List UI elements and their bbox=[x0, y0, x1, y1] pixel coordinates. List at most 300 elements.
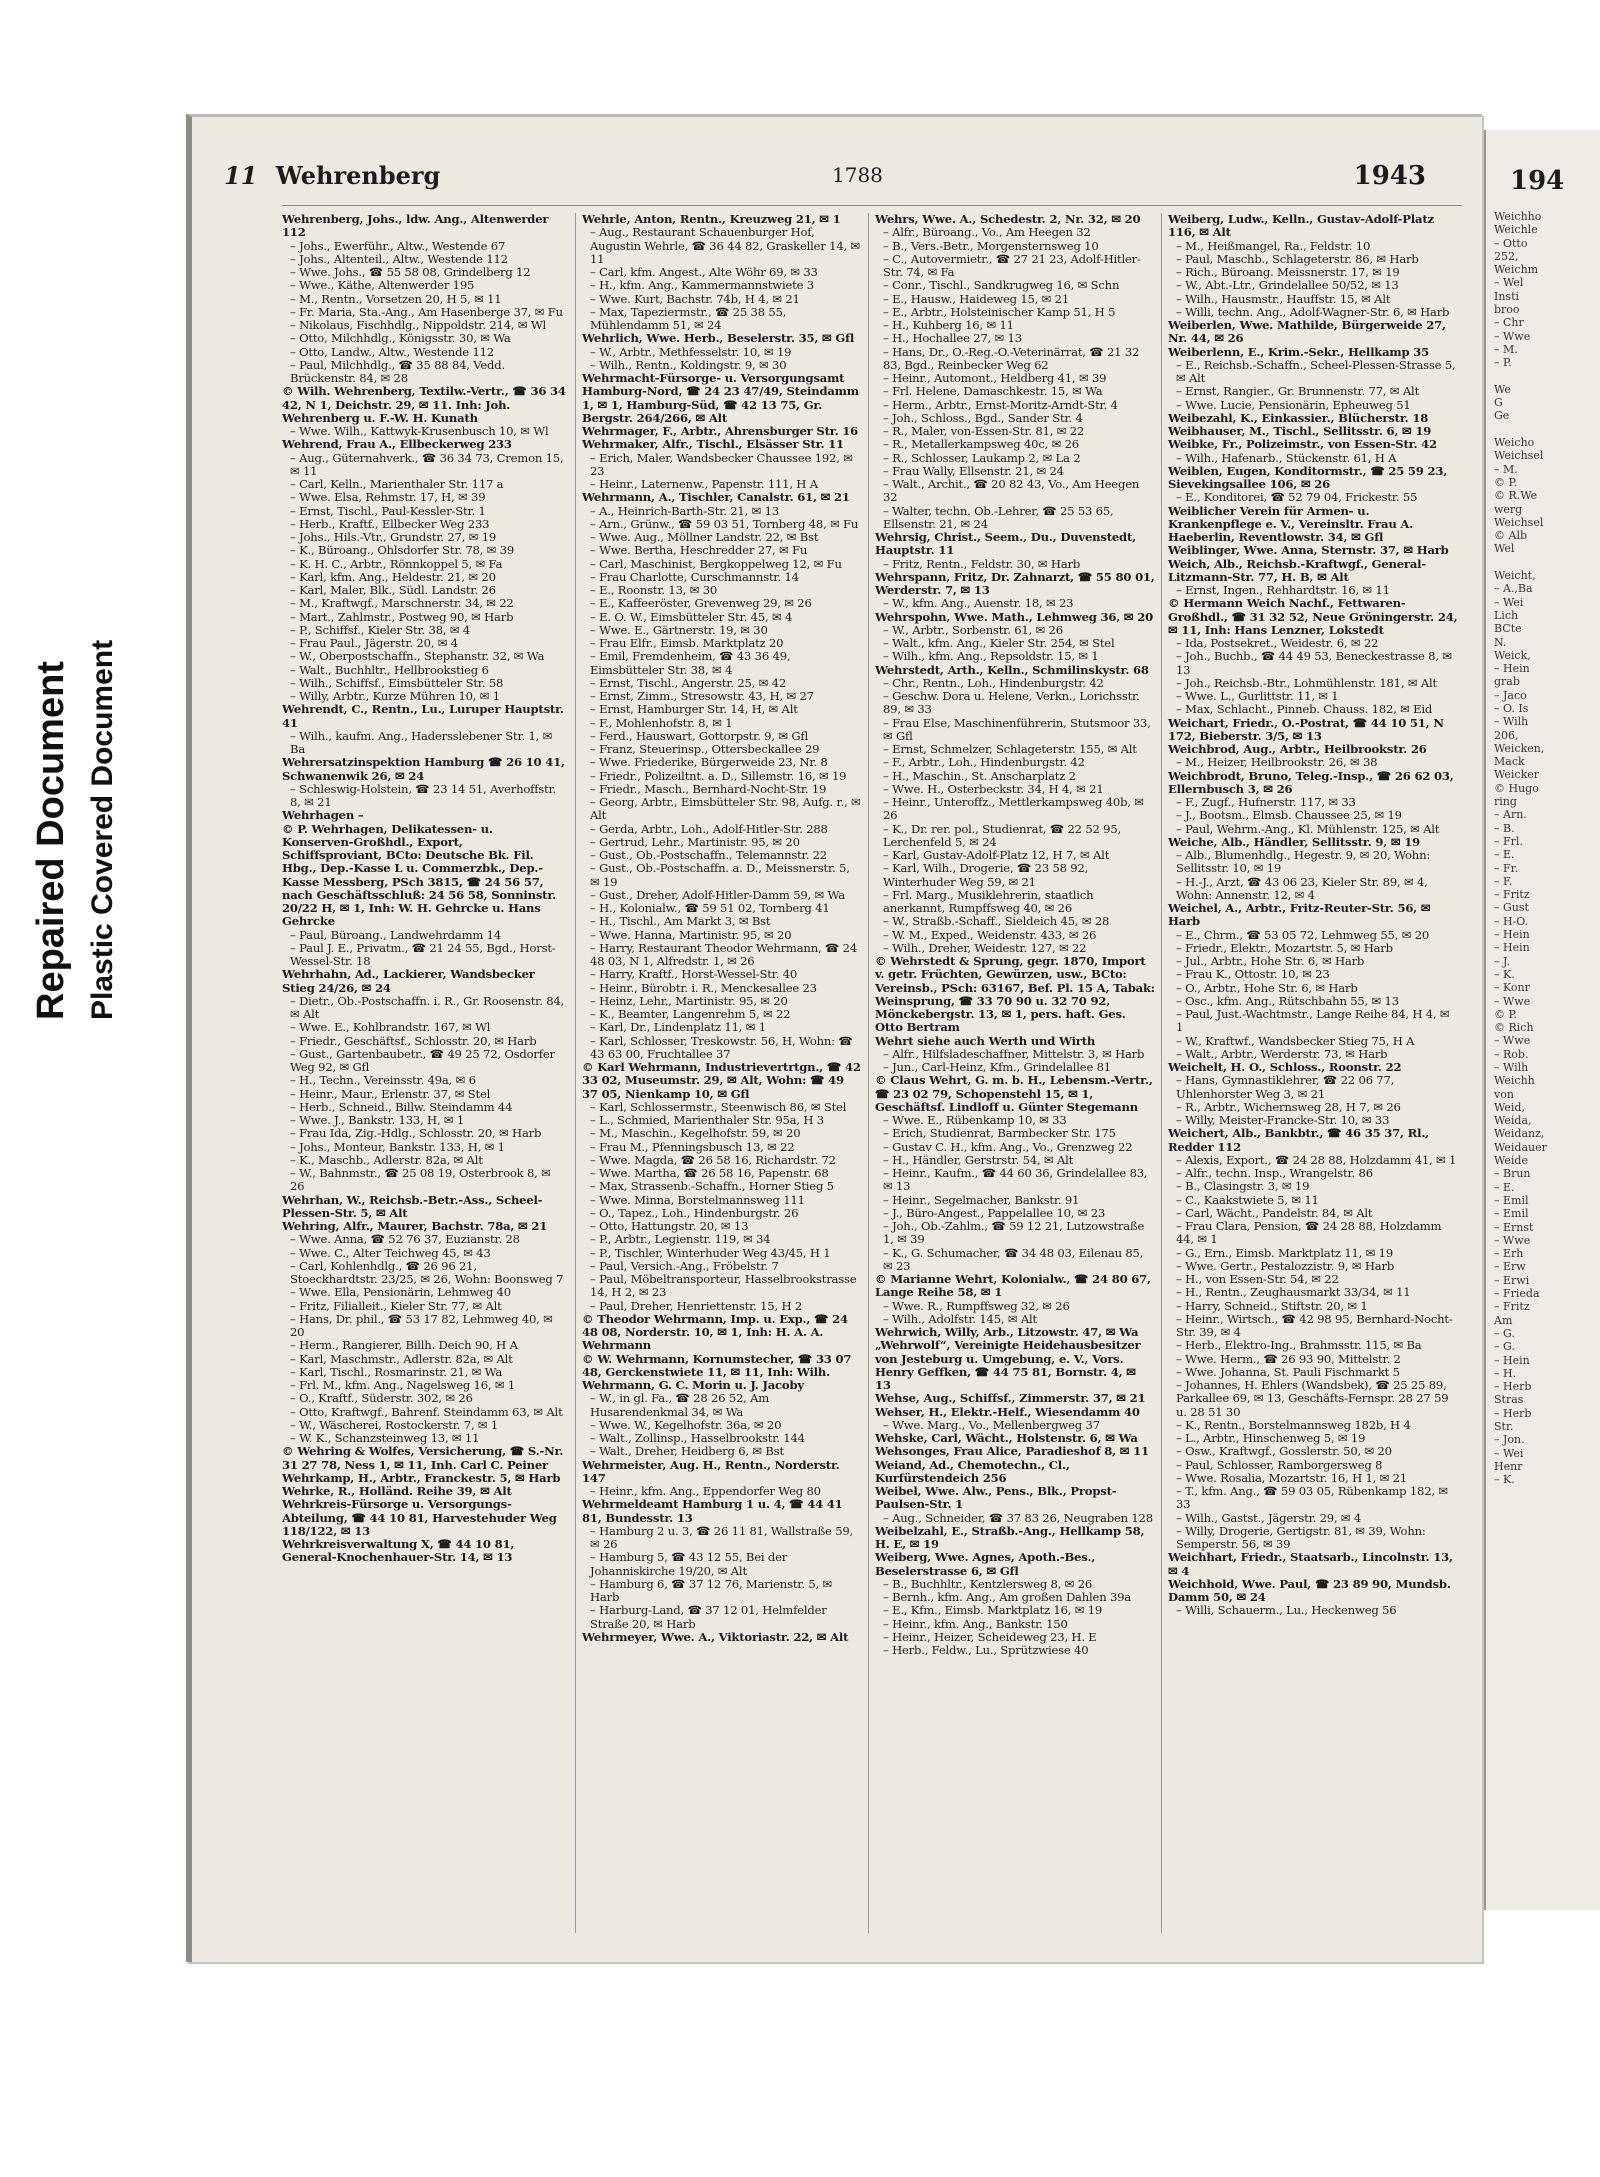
directory-entry: © W. Wehrmann, Kornumstecher, ☎ 33 07 48, Gerckenstwiete 11, ✉ 11, Inh: Wilh. Wehrmann, G. C. Morin u. J. Jacoby bbox=[582, 1351, 852, 1392]
directory-entry: – Paul, Maschb., Schlageterstr. 86, ✉ Harb bbox=[1176, 251, 1419, 266]
directory-entry: – O., Tapez., Loh., Hindenburgstr. 26 bbox=[590, 1205, 799, 1220]
directory-entry: Weiblinger, Wwe. Anna, Sternstr. 37, ✉ Harb bbox=[1168, 543, 1449, 558]
directory-entry: – Herb., Elektro-Ing., Brahmsstr. 115, ✉ Ba bbox=[1176, 1338, 1422, 1353]
directory-entry: – W., Kraftwf., Wandsbecker Stieg 75, H A bbox=[1176, 1033, 1415, 1048]
adjacent-line: – O. Is bbox=[1494, 701, 1529, 715]
directory-entry: – H., von Essen-Str. 54, ✉ 22 bbox=[1176, 1272, 1339, 1286]
directory-entry: – Wwe. Minna, Borstelmannsweg 111 bbox=[590, 1192, 805, 1207]
directory-entry: Weiberg, Ludw., Kelln., Gustav-Adolf-Platz 116, ✉ Alt bbox=[1168, 213, 1434, 240]
directory-entry: – Otto, Kraftwgf., Bahrenf. Steindamm 63, ✉ Alt bbox=[290, 1404, 563, 1419]
directory-entry: © Marianne Wehrt, Kolonialw., ☎ 24 80 67, Lange Reihe 58, ✉ 1 bbox=[875, 1272, 1151, 1300]
adjacent-line: Insti bbox=[1494, 289, 1520, 303]
directory-entry: – Alfr., techn. Insp., Wrangelstr. 86 bbox=[1176, 1166, 1373, 1180]
directory-entry: – W., Abt.-Ltr., Grindelallee 50/52, ✉ 13 bbox=[1176, 278, 1399, 293]
directory-entry: Wehrmeister, Aug. H., Rentn., Norderstr. 147 bbox=[582, 1457, 840, 1485]
directory-entry: © Claus Wehrt, G. m. b. H., Lebensm.-Vertr., ☎ 23 02 79, Schopenstehl 15, ✉ 1, Geschäftsf. Lindloff u. Günter Stegemann bbox=[875, 1073, 1153, 1114]
directory-entry: – Herb., Kraftf., Ellbecker Weg 233 bbox=[290, 516, 490, 531]
adjacent-line: – Herb bbox=[1494, 1380, 1532, 1394]
adjacent-line: – G. bbox=[1494, 1340, 1515, 1354]
adjacent-line: – Arn. bbox=[1494, 808, 1527, 822]
directory-entry: – Frau Else, Maschinenführerin, Stutsmoor 33, ✉ Gfl bbox=[883, 715, 1151, 743]
directory-entry: – C., Autovermietr., ☎ 27 21 23, Adolf-Hitler-Str. 74, ✉ Fa bbox=[883, 251, 1141, 279]
directory-entry: – H., Rentn., Zeughausmarkt 33/34, ✉ 11 bbox=[1176, 1285, 1411, 1300]
directory-entry: Weichart, Friedr., O.-Postrat, ☎ 44 10 51, N 172, Bieberstr. 3/5, ✉ 13 bbox=[1168, 715, 1444, 743]
directory-entry: Weich, Alb., Reichsb.-Kraftwgf., General-Litzmann-Str. 77, H. B, ✉ Alt bbox=[1168, 556, 1426, 584]
directory-entry: – Wwe. Bertha, Heschredder 27, ✉ Fu bbox=[590, 543, 808, 558]
directory-entry: – O., Arbtr., Hohe Str. 6, ✉ Harb bbox=[1176, 980, 1358, 995]
directory-entry: – Joh., Reichsb.-Btr., Lohmühlenstr. 181, ✉ Alt bbox=[1176, 675, 1437, 690]
directory-entry: – Wilh., Hafenarb., Stückenstr. 61, H A bbox=[1176, 450, 1397, 465]
directory-entry: – Gust., Ob.-Postschaffn., Telemannstr. 22 bbox=[590, 848, 827, 862]
directory-entry: – Nikolaus, Fischhdlg., Nippoldstr. 214, ✉ Wl bbox=[290, 318, 547, 332]
directory-entry: Weichbrodt, Bruno, Teleg.-Insp., ☎ 26 62 03, Ellernbusch 3, ✉ 26 bbox=[1168, 768, 1454, 796]
directory-entry: Wehrle, Anton, Rentn., Kreuzweg 21, ✉ 1 bbox=[582, 213, 841, 226]
directory-entry: – K., Maschb., Adlerstr. 82a, ✉ Alt bbox=[290, 1152, 483, 1167]
adjacent-line: Weichm bbox=[1494, 263, 1539, 277]
adjacent-line: – E. bbox=[1494, 848, 1515, 862]
directory-entry: – Carl, Maschinist, Bergkoppelweg 12, ✉ Fu bbox=[590, 556, 842, 571]
adjacent-line: © Hugo bbox=[1494, 781, 1539, 795]
page-number: 1788 bbox=[832, 163, 883, 187]
directory-entry: – Karl, Wilh., Drogerie, ☎ 23 58 92, Winterhuder Weg 59, ✉ 21 bbox=[883, 861, 1089, 889]
directory-entry: – Harry, Restaurant Theodor Wehrmann, ☎ 24 48 03, N 1, Alfredstr. 1, ✉ 26 bbox=[590, 940, 858, 968]
directory-entry: – Johs., Hils.-Vtr., Grundstr. 27, ✉ 19 bbox=[290, 530, 497, 544]
directory-entry: – M., Rentn., Vorsetzen 20, H 5, ✉ 11 bbox=[290, 291, 502, 306]
directory-entry: – Heinr., Wirtsch., ☎ 42 98 95, Bernhard-Nocht-Str. 39, ✉ 4 bbox=[1176, 1311, 1453, 1339]
adjacent-line: – Wei bbox=[1494, 1446, 1524, 1460]
adjacent-line: – Fritz bbox=[1494, 888, 1530, 902]
directory-entry: – Wilh., Dreher, Weidestr. 127, ✉ 22 bbox=[883, 940, 1087, 955]
directory-entry: – T., kfm. Ang., ☎ 59 03 05, Rübenkamp 182, ✉ 33 bbox=[1176, 1484, 1448, 1512]
page-header bbox=[192, 117, 1482, 197]
adjacent-line: Stras bbox=[1494, 1393, 1524, 1407]
directory-entry: – Willi, Schauerm., Lu., Heckenweg 56 bbox=[1176, 1603, 1397, 1618]
directory-entry: Weichhart, Friedr., Staatsarb., Lincolnstr. 13, ✉ 4 bbox=[1168, 1550, 1453, 1578]
directory-entry: – Otto, Hattungstr. 20, ✉ 13 bbox=[590, 1219, 749, 1233]
adjacent-line: Weichsel bbox=[1494, 449, 1544, 463]
directory-entry: – Wilh., Adolfstr. 145, ✉ Alt bbox=[883, 1311, 1037, 1326]
directory-entry: – H., Kuhberg 16, ✉ 11 bbox=[883, 318, 1014, 332]
directory-entry: – Wwe. Magda, ☎ 26 58 16, Richardstr. 72 bbox=[590, 1152, 836, 1167]
directory-entry: – Karl, Maler, Blk., Südl. Landstr. 26 bbox=[290, 583, 496, 597]
directory-entry: – W., Oberpostschaffn., Stephanstr. 32, ✉ Wa bbox=[290, 649, 545, 664]
directory-entry: – Franz, Steuerinsp., Ottersbeckallee 29 bbox=[590, 742, 820, 756]
directory-entry: – Jul., Arbtr., Hohe Str. 6, ✉ Harb bbox=[1176, 954, 1365, 968]
adjacent-line: – Chr bbox=[1494, 316, 1524, 330]
adjacent-line: – Fr. bbox=[1494, 861, 1519, 875]
adjacent-line: – Hein bbox=[1494, 941, 1530, 955]
directory-entry: – Frau Clara, Pension, ☎ 24 28 88, Holzdamm 44, ✉ 1 bbox=[1176, 1219, 1442, 1247]
adjacent-line: grab bbox=[1494, 675, 1520, 689]
adjacent-line: Str. bbox=[1494, 1420, 1514, 1434]
directory-entry: – Hamburg 5, ☎ 43 12 55, Bei der Johanniskirche 19/20, ✉ Alt bbox=[590, 1550, 788, 1578]
directory-entry: – Paul, Schlosser, Ramborgersweg 8 bbox=[1176, 1457, 1383, 1472]
directory-entry: – Wwe. Anna, ☎ 52 76 37, Euzianstr. 28 bbox=[290, 1232, 520, 1247]
directory-entry: – Frau Charlotte, Curschmannstr. 14 bbox=[590, 569, 799, 584]
directory-entry: – Paul, Versich.-Ang., Fröbelstr. 7 bbox=[590, 1258, 779, 1273]
directory-entry: – Harry, Schneid., Stiftstr. 20, ✉ 1 bbox=[1176, 1298, 1368, 1313]
adjacent-line: Weichsel bbox=[1494, 515, 1544, 529]
directory-entry: – W. M., Exped., Weidenstr. 433, ✉ 26 bbox=[883, 927, 1097, 942]
adjacent-line: © R.We bbox=[1494, 489, 1538, 503]
directory-entry: – Max, Schlacht., Pinneb. Chauss. 182, ✉ Eid bbox=[1176, 702, 1433, 717]
directory-entry: – E., Roonstr. 13, ✉ 30 bbox=[590, 583, 718, 597]
directory-entry: – Wwe. Wilh., Kattwyk-Krusenbusch 10, ✉ Wl bbox=[290, 424, 549, 438]
adjacent-line: – Hein bbox=[1494, 662, 1530, 676]
adjacent-line: Am bbox=[1494, 1313, 1513, 1327]
directory-entry: – Willi, techn. Ang., Adolf-Wagner-Str. 6, ✉ Harb bbox=[1176, 304, 1450, 319]
directory-entry: – P., Arbtr., Legienstr. 119, ✉ 34 bbox=[590, 1232, 771, 1247]
directory-entry: – Ernst, Ingen., Rehhardtstr. 16, ✉ 11 bbox=[1176, 583, 1390, 597]
directory-entry: – Wwe., Käthe, Altenwerder 195 bbox=[290, 278, 475, 293]
directory-entry: – R., Arbtr., Wichernsweg 28, H 7, ✉ 26 bbox=[1176, 1099, 1401, 1114]
directory-entry: – Heinr., Kaufm., ☎ 44 60 36, Grindelallee 83, ✉ 13 bbox=[883, 1166, 1148, 1194]
directory-entry: – Walt., kfm. Ang., Kieler Str. 254, ✉ Stel bbox=[883, 636, 1115, 650]
directory-entry: – Willy, Arbtr., Kurze Mühren 10, ✉ 1 bbox=[290, 689, 500, 703]
directory-entry: – Ernst, Hamburger Str. 14, H, ✉ Alt bbox=[590, 702, 798, 717]
directory-entry: Wehske, Carl, Wächt., Holstenstr. 6, ✉ Wa bbox=[875, 1431, 1138, 1445]
adjacent-line: © Alb bbox=[1494, 529, 1527, 543]
directory-entry: Weibke, Fr., Polizeimstr., von Essen-Str. 42 bbox=[1168, 437, 1437, 452]
directory-entry: – Friedr., Elektr., Mozartstr. 5, ✉ Harb bbox=[1176, 940, 1393, 955]
directory-entry: – Osc., kfm. Ang., Rütschbahn 55, ✉ 13 bbox=[1176, 993, 1399, 1008]
directory-entry: – Arn., Grünw., ☎ 59 03 51, Tornberg 48, ✉ Fu bbox=[590, 516, 859, 531]
adjacent-line: – Frl. bbox=[1494, 834, 1523, 848]
adjacent-line: – Jaco bbox=[1494, 688, 1527, 702]
directory-entry: – Schleswig-Holstein, ☎ 23 14 51, Averhoffstr. 8, ✉ 21 bbox=[290, 781, 557, 809]
adjacent-line: – Brun bbox=[1494, 1167, 1531, 1181]
directory-entry: – L., Schmied, Marienthaler Str. 95a, H 3 bbox=[590, 1113, 824, 1127]
directory-entry: – Paul J. E., Privatm., ☎ 21 24 55, Bgd., Horst-Wessel-Str. 18 bbox=[290, 940, 556, 968]
directory-entry: – Wwe. J., Bankstr. 133, H, ✉ 1 bbox=[290, 1113, 465, 1127]
directory-entry: – Wilh., Hausmstr., Hauffstr. 15, ✉ Alt bbox=[1176, 291, 1391, 306]
directory-entry: – K. H. C., Arbtr., Rönnkoppel 5, ✉ Fa bbox=[290, 556, 503, 571]
directory-entry: Wehrmager, F., Arbtr., Ahrensburger Str. 16 bbox=[582, 424, 858, 438]
directory-entry: – Wwe. H., Osterbeckstr. 34, H 4, ✉ 21 bbox=[883, 781, 1104, 796]
directory-entry: Wehrend, Frau A., Ellbeckerweg 233 bbox=[282, 437, 512, 452]
directory-entry: – Alb., Blumenhdlg., Hegestr. 9, ✉ 20, Wohn: Sellitsstr. 10, ✉ 19 bbox=[1176, 848, 1431, 876]
directory-entry: Wehrlich, Wwe. Herb., Beselerstr. 35, ✉ Gfl bbox=[582, 331, 855, 346]
directory-entry: – Walter, techn. Ob.-Lehrer, ☎ 25 53 65, Ellsenstr. 21, ✉ 24 bbox=[883, 503, 1114, 531]
directory-entry: – Dietr., Ob.-Postschaffn. i. R., Gr. Roosenstr. 84, ✉ Alt bbox=[290, 993, 565, 1021]
directory-entry: – Wwe. Martha, ☎ 26 58 16, Papenstr. 68 bbox=[590, 1166, 829, 1180]
adjacent-line: © Rich bbox=[1494, 1021, 1534, 1035]
directory-entry: – E., Hausw., Haideweg 15, ✉ 21 bbox=[883, 291, 1070, 306]
adjacent-line: 252, bbox=[1494, 249, 1519, 263]
directory-entry: – Johs., Monteur, Bankstr. 133, H, ✉ 1 bbox=[290, 1139, 505, 1154]
directory-entry: Weibel, Wwe. Alw., Pens., Blk., Propst-Paulsen-Str. 1 bbox=[875, 1484, 1117, 1512]
directory-entry: – P., Tischler, Winterhuder Weg 43/45, H 1 bbox=[590, 1245, 831, 1260]
directory-entry: Wehrt siehe auch Werth und Wirth bbox=[875, 1033, 1096, 1048]
directory-entry: – Willy, Drogerie, Gertigstr. 81, ✉ 39, Wohn: Semperstr. 56, ✉ 39 bbox=[1176, 1523, 1426, 1551]
directory-entry: – Paul, Büroang., Landwehrdamm 14 bbox=[290, 927, 502, 942]
directory-entry: – Wwe. E., Rübenkamp 10, ✉ 33 bbox=[883, 1113, 1067, 1127]
directory-entry: Wehrkreisverwaltung X, ☎ 44 10 81, General-Knochenhauer-Str. 14, ✉ 13 bbox=[282, 1537, 515, 1565]
directory-entry: – W., kfm. Ang., Auenstr. 18, ✉ 23 bbox=[883, 596, 1074, 611]
directory-entry: Wehrendt, C., Rentn., Lu., Luruper Hauptstr. 41 bbox=[282, 702, 564, 730]
directory-entry: – Ernst, Rangier., Gr. Brunnenstr. 77, ✉ Alt bbox=[1176, 384, 1420, 399]
directory-entry: – H.-J., Arzt, ☎ 43 06 23, Kieler Str. 89, ✉ 4, Wohn: Annenstr. 12, ✉ 4 bbox=[1176, 874, 1428, 902]
directory-entry: – Rich., Büroang. Meissnerstr. 17, ✉ 19 bbox=[1176, 265, 1400, 279]
adjacent-line: – Erwi bbox=[1494, 1273, 1530, 1287]
directory-entry: – Herb., Schneid., Billw. Steindamm 44 bbox=[290, 1099, 513, 1114]
directory-entry: Wehrmann, A., Tischler, Canalstr. 61, ✉ 21 bbox=[582, 490, 850, 505]
directory-entry: – B., Clasingstr. 3, ✉ 19 bbox=[1176, 1179, 1310, 1194]
column-1 bbox=[282, 213, 566, 1933]
directory-entry: – W., Straßb.-Schaff., Sieldeich 45, ✉ 28 bbox=[883, 914, 1110, 929]
directory-entry: – H., kfm. Ang., Kammermannstwiete 3 bbox=[590, 278, 814, 293]
directory-entry: – P., Schiffsf., Kieler Str. 38, ✉ 4 bbox=[290, 622, 471, 637]
adjacent-line: – A.,Ba bbox=[1494, 582, 1533, 596]
directory-entry: – Chr., Rentn., Loh., Hindenburgstr. 42 bbox=[883, 675, 1104, 690]
adjacent-line: ring bbox=[1494, 795, 1517, 809]
directory-entry: – Alfr., Hilfsladeschaffner, Mittelstr. 3, ✉ Harb bbox=[883, 1046, 1145, 1061]
adjacent-line: Weidauer bbox=[1494, 1140, 1547, 1154]
directory-entry: Weiche, Alb., Händler, Sellitsstr. 9, ✉ 19 bbox=[1168, 834, 1420, 849]
directory-columns bbox=[282, 213, 1462, 1933]
directory-entry: – Wilh., Rentn., Koldingstr. 9, ✉ 30 bbox=[590, 357, 787, 372]
directory-entry: – Walt., Buchhltr., Hellbrookstieg 6 bbox=[290, 662, 489, 677]
adjacent-line: – Otto bbox=[1494, 236, 1528, 250]
directory-entry: Weichelt, H. O., Schloss., Roonstr. 22 bbox=[1168, 1060, 1402, 1074]
directory-entry: – Erich, Studienrat, Barmbecker Str. 175 bbox=[883, 1126, 1116, 1141]
directory-entry: – Paul, Wehrm.-Ang., Kl. Mühlenstr. 125, ✉ Alt bbox=[1176, 821, 1440, 836]
directory-entry: Weichhold, Wwe. Paul, ☎ 23 89 90, Mundsb. Damm 50, ✉ 24 bbox=[1168, 1576, 1451, 1604]
adjacent-line: – Emil bbox=[1494, 1207, 1529, 1221]
section-number: 11 bbox=[224, 161, 258, 190]
adjacent-line: Weicken, bbox=[1494, 741, 1545, 755]
adjacent-line: – Wwe bbox=[1494, 994, 1531, 1008]
directory-entry: – Johs., Altenteil., Altw., Westende 112 bbox=[290, 251, 508, 266]
directory-entry: Wehrhagen – bbox=[282, 808, 364, 823]
directory-entry: – Frau Elfr., Eimsb. Marktplatz 20 bbox=[590, 636, 784, 650]
adjacent-line: – H. bbox=[1494, 1366, 1517, 1380]
directory-entry: © Wehring & Wolfes, Versicherung, ☎ S.-Nr. 31 27 78, Ness 1, ✉ 11, Inh. Carl C. Peiner bbox=[282, 1444, 564, 1472]
adjacent-line: © P. bbox=[1494, 475, 1518, 489]
directory-entry: Wehrmaker, Alfr., Tischl., Elsässer Str. 11 bbox=[582, 437, 844, 452]
directory-entry: – Max, Strassenb.-Schaffn., Horner Stieg 5 bbox=[590, 1179, 834, 1194]
adjacent-line: – Wei bbox=[1494, 595, 1524, 609]
directory-entry: – Alexis, Export., ☎ 24 28 88, Holzdamm 41, ✉ 1 bbox=[1176, 1152, 1457, 1167]
directory-entry: – Wwe. Lucie, Pensionärin, Epheuweg 51 bbox=[1176, 397, 1411, 412]
directory-entry: Wehrenberg, Johs., ldw. Ang., Altenwerder 112 bbox=[282, 213, 549, 240]
adjacent-page-edge bbox=[1484, 130, 1600, 1910]
plastic-covered-label: Plastic Covered Document bbox=[86, 639, 119, 1020]
directory-entry: – Ferd., Hauswart, Gottorpstr. 9, ✉ Gfl bbox=[590, 728, 808, 743]
directory-entry: – Paul, Dreher, Henriettenstr. 15, H 2 bbox=[590, 1298, 803, 1313]
header-rule bbox=[282, 205, 1462, 206]
adjacent-line: – E. bbox=[1494, 1180, 1515, 1194]
directory-entry: – Wwe. Kurt, Bachstr. 74b, H 4, ✉ 21 bbox=[590, 291, 800, 306]
adjacent-line: – Erw bbox=[1494, 1260, 1526, 1274]
directory-entry: – Willy, Meister-Francke-Str. 10, ✉ 33 bbox=[1176, 1113, 1390, 1127]
directory-entry: – Gust., Gartenbaubetr., ☎ 49 25 72, Osdorfer Weg 92, ✉ Gfl bbox=[290, 1046, 555, 1074]
directory-entry: – Wwe. L., Gurlittstr. 11, ✉ 1 bbox=[1176, 689, 1339, 703]
directory-entry: – Geschw. Dora u. Helene, Verkn., Lorichsstr. 89, ✉ 33 bbox=[883, 689, 1140, 717]
directory-entry: – Alfr., Büroang., Vo., Am Heegen 32 bbox=[883, 225, 1091, 240]
directory-entry: – Wwe. Friederike, Bürgerweide 23, Nr. 8 bbox=[590, 755, 828, 770]
directory-entry: – Carl, kfm. Angest., Alte Wöhr 69, ✉ 33 bbox=[590, 265, 818, 279]
directory-entry: – Gerda, Arbtr., Loh., Adolf-Hitler-Str. 288 bbox=[590, 821, 828, 836]
directory-entry: – Karl, Schlossermstr., Steenwisch 86, ✉ Stel bbox=[590, 1099, 847, 1114]
directory-entry: – Ida, Postsekret., Weidestr. 6, ✉ 22 bbox=[1176, 636, 1379, 650]
directory-entry: Weiberg, Wwe. Agnes, Apoth.-Bes., Beselerstrasse 6, ✉ Gfl bbox=[875, 1550, 1096, 1578]
adjacent-line: – M. bbox=[1494, 462, 1518, 476]
directory-entry: Wehrstedt, Arth., Kelln., Schmilinskystr. 68 bbox=[875, 662, 1149, 677]
directory-entry: – J., Büro-Angest., Pappelallee 10, ✉ 23 bbox=[883, 1205, 1106, 1220]
directory-entry: – Wwe. E., Gärtnerstr. 19, ✉ 30 bbox=[590, 622, 768, 637]
directory-entry: – Wwe. Gertr., Pestalozzistr. 9, ✉ Harb bbox=[1176, 1258, 1395, 1273]
directory-entry: – Harburg-Land, ☎ 37 12 01, Helmfelder Straße 20, ✉ Harb bbox=[590, 1603, 827, 1631]
directory-entry: Weichert, Alb., Bankbtr., ☎ 46 35 37, Rl., Redder 112 bbox=[1168, 1126, 1429, 1154]
adjacent-line: © P. bbox=[1494, 1007, 1518, 1021]
adjacent-line: We bbox=[1494, 382, 1511, 396]
adjacent-line: Weidanz, bbox=[1494, 1127, 1545, 1141]
directory-entry: – E., Konditorei, ☎ 52 79 04, Frickestr. 55 bbox=[1176, 490, 1418, 505]
adjacent-line: – Gust bbox=[1494, 901, 1529, 915]
adjacent-line: Weicht, bbox=[1494, 569, 1536, 583]
directory-entry: – Wwe. Herm., ☎ 26 93 90, Mittelstr. 2 bbox=[1176, 1351, 1401, 1366]
directory-entry: Weibezahl, K., Einkassier., Blücherstr. 18 bbox=[1168, 410, 1429, 425]
directory-entry: – H., Händler, Gerstrstr. 54, ✉ Alt bbox=[883, 1152, 1074, 1167]
directory-entry: – Hans, Dr., O.-Reg.-O.-Veterinärrat, ☎ 21 32 83, Bgd., Reinbecker Weg 62 bbox=[883, 344, 1140, 372]
directory-entry: – W., in gl. Fa., ☎ 28 26 52, Am Husarendenkmal 34, ✉ Wa bbox=[590, 1391, 770, 1419]
adjacent-line: werg bbox=[1494, 502, 1523, 516]
directory-entry: – B., Buchhltr., Kentzlersweg 8, ✉ 26 bbox=[883, 1576, 1093, 1591]
directory-entry: – Carl, Kohlenhdlg., ☎ 26 96 21, Stoeckhardtstr. 23/25, ✉ 26, Wohn: Boonsweg 7 bbox=[290, 1258, 564, 1286]
directory-entry: – Joh., Schloss., Bgd., Sander Str. 4 bbox=[883, 410, 1083, 425]
directory-entry: – Mart., Zahlmstr., Postweg 90, ✉ Harb bbox=[290, 609, 514, 624]
directory-entry: – R., Metallerkampsweg 40c, ✉ 26 bbox=[883, 437, 1079, 452]
directory-entry: – Wwe. E., Kohlbrandstr. 167, ✉ Wl bbox=[290, 1020, 491, 1035]
directory-entry: – Carl, Kelln., Marienthaler Str. 117 a bbox=[290, 477, 504, 491]
directory-entry: – Hans, Gymnastiklehrer, ☎ 22 06 77, Uhlenhorster Weg 3, ✉ 21 bbox=[1176, 1073, 1395, 1101]
directory-entry: © Theodor Wehrmann, Imp. u. Exp., ☎ 24 48 08, Norderstr. 10, ✉ 1, Inh: H. A. A. Wehrmann bbox=[582, 1311, 848, 1353]
directory-entry: – Wilh., kaufm. Ang., Hadersslebener Str. 1, ✉ Ba bbox=[290, 728, 553, 756]
side-labels bbox=[20, 520, 150, 1040]
directory-entry: – Heinr., kfm. Ang., Bankstr. 150 bbox=[883, 1616, 1068, 1631]
directory-entry: – E. O. W., Eimsbütteler Str. 45, ✉ 4 bbox=[590, 609, 793, 624]
directory-entry: – M., Heißmangel, Ra., Feldstr. 10 bbox=[1176, 238, 1371, 253]
directory-entry: – H., Hochallee 27, ✉ 13 bbox=[883, 331, 1022, 346]
directory-entry: Weibelzahl, E., Straßb.-Ang., Hellkamp 58, H. E, ✉ 19 bbox=[875, 1523, 1145, 1551]
directory-entry: – Heinr., kfm. Ang., Eppendorfer Weg 80 bbox=[590, 1484, 821, 1498]
adjacent-line: – G. bbox=[1494, 1326, 1515, 1340]
directory-entry: – Wwe. Hanna, Martinistr. 95, ✉ 20 bbox=[590, 927, 792, 942]
directory-entry: – Carl, Wächt., Pandelstr. 84, ✉ Alt bbox=[1176, 1205, 1373, 1220]
directory-entry: – Walt., Arbtr., Werderstr. 73, ✉ Harb bbox=[1176, 1046, 1388, 1061]
directory-entry: – Wwe. Ella, Pensionärin, Lehmweg 40 bbox=[290, 1285, 511, 1300]
year: 1943 bbox=[1353, 161, 1426, 191]
adjacent-line: – Ernst bbox=[1494, 1220, 1534, 1234]
directory-entry: – Osw., Kraftwgf., Gosslerstr. 50, ✉ 20 bbox=[1176, 1444, 1392, 1459]
directory-entry: – Heinr., Maur., Erlenstr. 37, ✉ Stel bbox=[290, 1086, 491, 1101]
adjacent-line: – Hein bbox=[1494, 928, 1530, 942]
guide-word: Wehrenberg bbox=[275, 161, 441, 190]
directory-entry: – Herm., Arbtr., Ernst-Moritz-Arndt-Str. 4 bbox=[883, 397, 1118, 412]
directory-entry: – Joh., Ob.-Zahlm., ☎ 59 12 21, Lutzowstraße 1, ✉ 39 bbox=[883, 1219, 1145, 1247]
directory-entry: – Georg, Arbtr., Eimsbütteler Str. 98, Aufg. r., ✉ Alt bbox=[590, 795, 861, 823]
directory-entry: – Ernst, Tischl., Paul-Kessler-Str. 1 bbox=[290, 503, 486, 518]
directory-entry: – M., Heizer, Heilbrookstr. 26, ✉ 38 bbox=[1176, 755, 1378, 770]
directory-entry: – Hans, Dr. phil., ☎ 53 17 82, Lehmweg 40, ✉ 20 bbox=[290, 1311, 553, 1339]
directory-entry: – Aug., Güternahverk., ☎ 36 34 73, Cremon 15, ✉ 11 bbox=[290, 450, 564, 478]
adjacent-line: – K. bbox=[1494, 967, 1515, 981]
directory-entry: – Max, Tapeziermstr., ☎ 25 38 55, Mühlendamm 51, ✉ 24 bbox=[590, 304, 787, 332]
directory-entry: © Karl Wehrmann, Industrievertrtgn., ☎ 42 33 02, Museumstr. 29, ✉ Alt, Wohn: ☎ 49 37 05, Nienkamp 10, ✉ Gfl bbox=[582, 1060, 861, 1101]
directory-entry: – E., Chrm., ☎ 53 05 72, Lehmweg 55, ✉ 20 bbox=[1176, 927, 1430, 942]
adjacent-line: – Jon. bbox=[1494, 1433, 1525, 1447]
adjacent-line: Weicker bbox=[1494, 768, 1540, 782]
directory-entry: – W. K., Schanzsteinweg 13, ✉ 11 bbox=[290, 1431, 480, 1445]
directory-entry: – Heinr., Laternenw., Papenstr. 111, H A bbox=[590, 477, 818, 491]
directory-entry: – Wwe. R., Rumpffsweg 32, ✉ 26 bbox=[883, 1298, 1070, 1313]
directory-entry: – M., Kraftwgf., Marschnerstr. 34, ✉ 22 bbox=[290, 596, 514, 611]
directory-entry: – Conr., Tischl., Sandkrugweg 16, ✉ Schn bbox=[883, 278, 1120, 293]
directory-entry: Wehrkamp, H., Arbtr., Franckestr. 5, ✉ Harb bbox=[282, 1470, 561, 1485]
directory-entry: – E., Arbtr., Holsteinischer Kamp 51, H 5 bbox=[883, 304, 1116, 319]
directory-entry: – Frau K., Ottostr. 10, ✉ 23 bbox=[1176, 967, 1330, 982]
directory-entry: – Ernst, Tischl., Angerstr. 25, ✉ 42 bbox=[590, 675, 787, 690]
directory-entry: – Walt., Dreher, Heidberg 6, ✉ Bst bbox=[590, 1444, 784, 1459]
directory-entry: – Hamburg 6, ☎ 37 12 76, Marienstr. 5, ✉ Harb bbox=[590, 1576, 832, 1604]
directory-entry: – Heinr., Automont., Heldberg 41, ✉ 39 bbox=[883, 371, 1107, 385]
directory-entry: – R., Schlosser, Laukamp 2, ✉ La 2 bbox=[883, 450, 1081, 465]
adjacent-line: – Wilh bbox=[1494, 715, 1529, 729]
adjacent-line: Wel bbox=[1494, 542, 1515, 556]
directory-entry: – Fr. Maria, Sta.-Ang., Am Hasenberge 37, ✉ Fu bbox=[290, 304, 563, 319]
adjacent-line: – Erh bbox=[1494, 1247, 1524, 1261]
directory-entry: – Fritz, Rentn., Feldstr. 30, ✉ Harb bbox=[883, 556, 1081, 571]
directory-entry: – Frl. M., kfm. Ang., Nagelsweg 16, ✉ 1 bbox=[290, 1378, 516, 1392]
directory-entry: – Frau M., Pfenningsbusch 13, ✉ 22 bbox=[590, 1139, 795, 1154]
adjacent-line: broo bbox=[1494, 303, 1520, 317]
directory-entry: – Frau Ida, Zig.-Hdlg., Schlosstr. 20, ✉ Harb bbox=[290, 1126, 542, 1141]
adjacent-line: – Fritz bbox=[1494, 1300, 1530, 1314]
directory-entry: – Gustav C. H., kfm. Ang., Vo., Grenzweg 22 bbox=[883, 1139, 1133, 1154]
directory-entry: – Frau Paul., Jägerstr. 20, ✉ 4 bbox=[290, 636, 458, 650]
directory-entry: – Fritz, Filialleit., Kieler Str. 77, ✉ Alt bbox=[290, 1298, 502, 1313]
directory-entry: Wehsonges, Frau Alice, Paradieshof 8, ✉ 11 bbox=[875, 1444, 1149, 1459]
directory-entry: Wehrke, R., Holländ. Reihe 39, ✉ Alt bbox=[282, 1484, 512, 1498]
directory-entry: – Wwe. Aug., Möllner Landstr. 22, ✉ Bst bbox=[590, 530, 819, 544]
repaired-document-label: Repaired Document bbox=[30, 661, 72, 1020]
directory-entry: – Wwe. C., Alter Teichweg 45, ✉ 43 bbox=[290, 1245, 491, 1260]
directory-entry: Weiand, Ad., Chemotechn., Cl., Kurfürstendeich 256 bbox=[875, 1457, 1070, 1485]
adjacent-line: – Herb bbox=[1494, 1406, 1532, 1420]
adjacent-line: G bbox=[1494, 396, 1503, 410]
directory-entry: – Heinr., Heizer, Scheideweg 23, H. E bbox=[883, 1629, 1097, 1644]
directory-entry: – Jun., Carl-Heinz, Kfm., Grindelallee 81 bbox=[883, 1060, 1111, 1074]
directory-entry: – Walt., Zollinsp., Hasselbrookstr. 144 bbox=[590, 1431, 805, 1445]
directory-entry: – Gust., Ob.-Postschaffn. a. D., Meissnerstr. 5, ✉ 19 bbox=[590, 861, 850, 889]
adjacent-line: Weichho bbox=[1494, 210, 1542, 223]
directory-entry: – Bernh., kfm. Ang., Am großen Dahlen 39a bbox=[883, 1590, 1132, 1604]
directory-entry: – O., Kraftf., Süderstr. 302, ✉ 26 bbox=[290, 1391, 473, 1406]
directory-entry: – Friedr., Polizeiltnt. a. D., Sillemstr. 16, ✉ 19 bbox=[590, 768, 847, 783]
directory-entry: – Johs., Ewerführ., Altw., Westende 67 bbox=[290, 238, 506, 253]
directory-entry: – Wwe. Rosalia, Mozartstr. 16, H 1, ✉ 21 bbox=[1176, 1470, 1407, 1485]
directory-entry: Weiberlenn, E., Krim.-Sekr., Hellkamp 35 bbox=[1168, 344, 1429, 359]
directory-entry: – H., Techn., Vereinsstr. 49a, ✉ 6 bbox=[290, 1073, 476, 1088]
adjacent-line: – B. bbox=[1494, 821, 1515, 835]
directory-entry: Wehser, H., Elektr.-Helf., Wiesendamm 40 bbox=[875, 1404, 1140, 1419]
directory-entry: Wehrhahn, Ad., Lackierer, Wandsbecker Stieg 24/26, ✉ 24 bbox=[282, 967, 535, 995]
directory-entry: Wehrhan, W., Reichsb.-Betr.-Ass., Scheel-Plessen-Str. 5, ✉ Alt bbox=[282, 1192, 543, 1220]
adjacent-line: Lich bbox=[1494, 608, 1519, 622]
directory-entry: – B., Vers.-Betr., Morgensternsweg 10 bbox=[883, 238, 1099, 253]
directory-entry: – Paul, Möbeltransporteur, Hasselbrookstrasse 14, H 2, ✉ 23 bbox=[590, 1272, 857, 1300]
